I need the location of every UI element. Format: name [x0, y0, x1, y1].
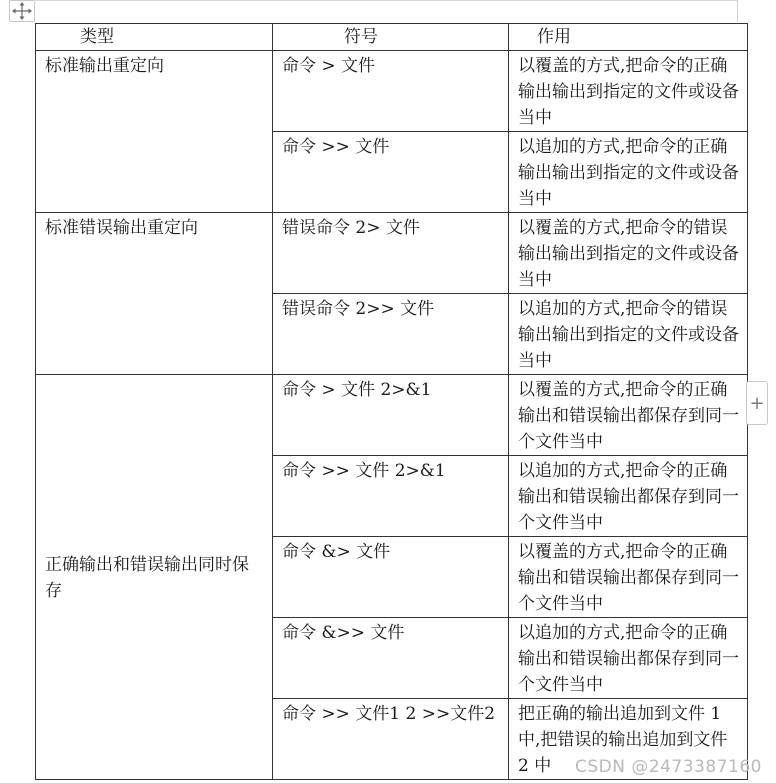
- type-cell-stdout: 标准输出重定向: [36, 51, 273, 213]
- effect-cell: 以追加的方式,把命令的正确输出输出到指定的文件或设备当中: [509, 132, 748, 213]
- effect-cell: 以覆盖的方式,把命令的正确输出输出到指定的文件或设备当中: [509, 51, 748, 132]
- effect-cell: 以追加的方式,把命令的正确输出和错误输出都保存到同一个文件当中: [509, 456, 748, 537]
- table-move-handle[interactable]: [9, 0, 35, 22]
- type-cell-both: 正确输出和错误输出同时保存: [36, 375, 273, 780]
- page-top-edge: [35, 0, 737, 2]
- redirect-table: [35, 23, 748, 780]
- symbol-cell: 命令 &> 文件: [273, 537, 509, 618]
- symbol-cell: 命令 &>> 文件: [273, 618, 509, 699]
- symbol-cell: 命令 >> 文件: [273, 132, 509, 213]
- header-effect: 作用: [509, 24, 748, 51]
- symbol-cell: 命令 > 文件 2>&1: [273, 375, 509, 456]
- type-cell-stderr: 标准错误输出重定向: [36, 213, 273, 375]
- symbol-cell: 命令 >> 文件 2>&1: [273, 456, 509, 537]
- plus-icon: +: [749, 392, 765, 414]
- effect-cell: 以覆盖的方式,把命令的错误输出输出到指定的文件或设备当中: [509, 213, 748, 294]
- page-right-edge: [737, 0, 739, 22]
- header-type: 类型: [36, 24, 273, 51]
- symbol-cell: 命令 > 文件: [273, 51, 509, 132]
- effect-cell: 以追加的方式,把命令的错误输出输出到指定的文件或设备当中: [509, 294, 748, 375]
- header-symbol: 符号: [273, 24, 509, 51]
- table-row: [36, 375, 748, 456]
- table-header-row: [36, 24, 748, 51]
- effect-cell: 把正确的输出追加到文件 1 中,把错误的输出追加到文件 2 中: [509, 699, 748, 780]
- symbol-cell: 命令 >> 文件1 2 >>文件2: [273, 699, 509, 780]
- effect-cell: 以覆盖的方式,把命令的正确输出和错误输出都保存到同一个文件当中: [509, 375, 748, 456]
- watermark: CSDN @2473387160: [574, 757, 762, 777]
- symbol-cell: 错误命令 2>> 文件: [273, 294, 509, 375]
- move-arrows-icon: [10, 1, 34, 21]
- effect-cell: 以追加的方式,把命令的正确输出和错误输出都保存到同一个文件当中: [509, 618, 748, 699]
- table-row: [36, 51, 748, 132]
- table-row: [36, 213, 748, 294]
- effect-cell: 以覆盖的方式,把命令的正确输出和错误输出都保存到同一个文件当中: [509, 537, 748, 618]
- add-column-button[interactable]: [746, 381, 768, 425]
- symbol-cell: 错误命令 2> 文件: [273, 213, 509, 294]
